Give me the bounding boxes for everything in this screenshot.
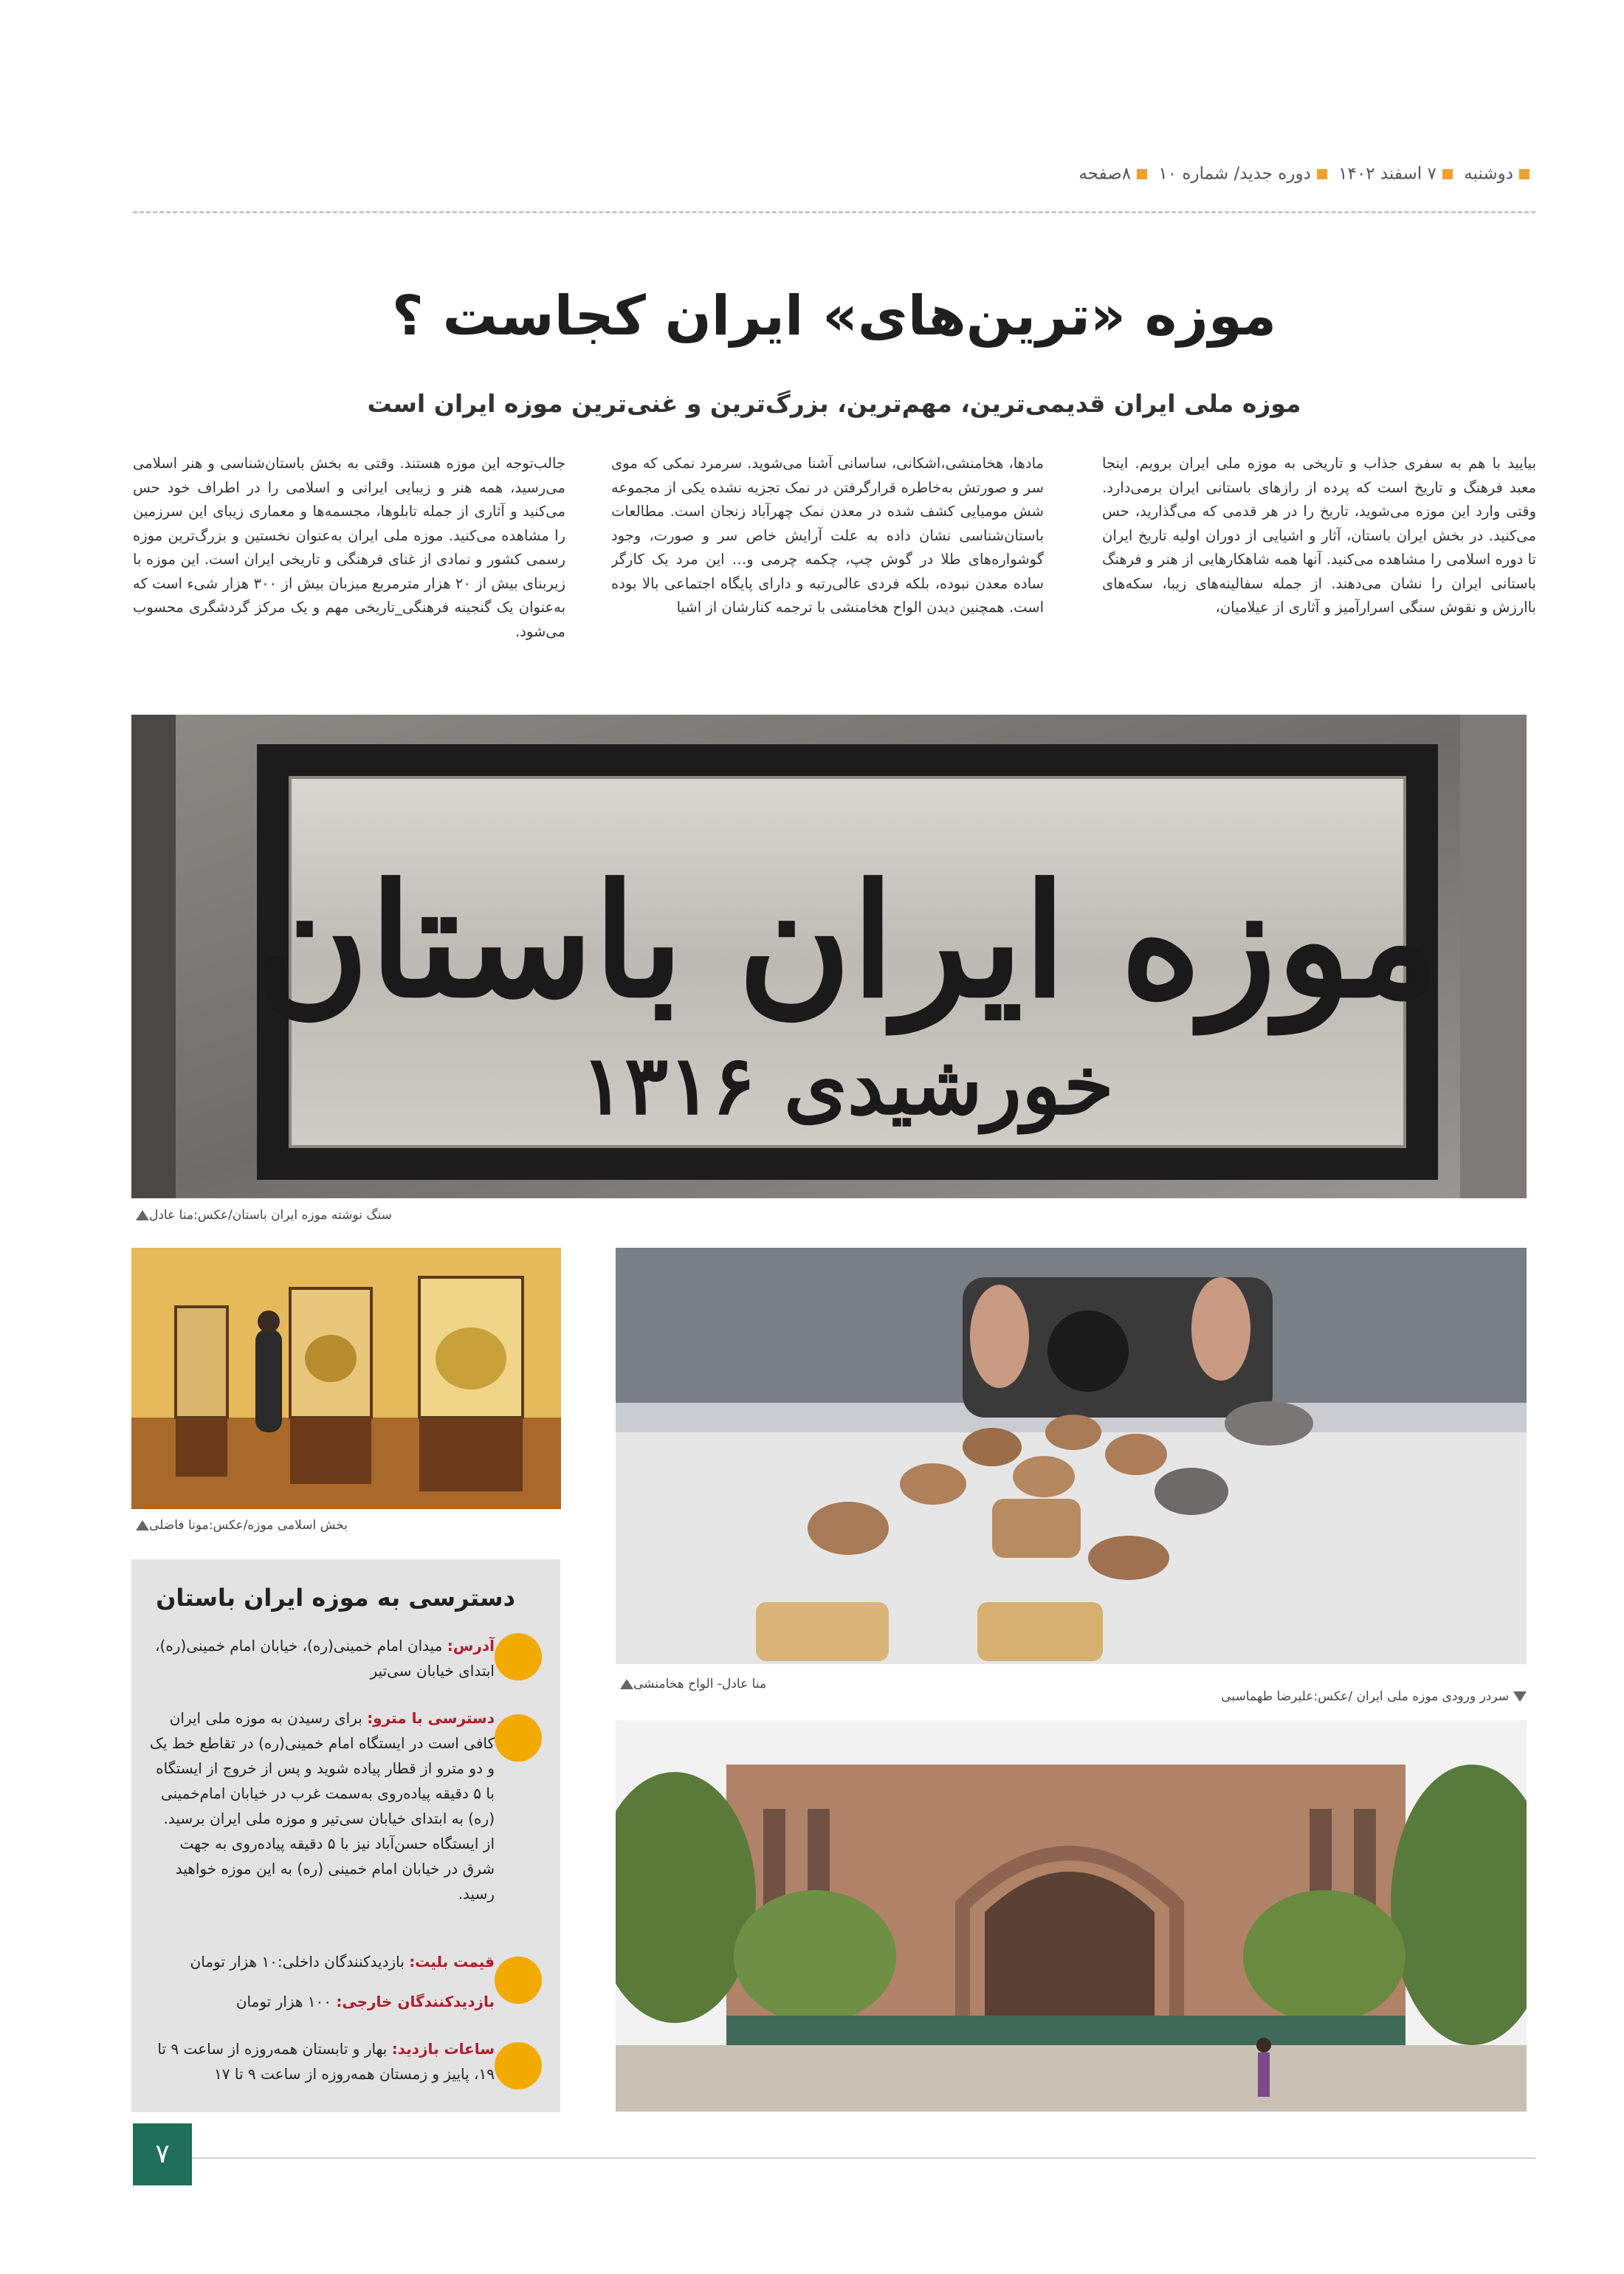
caption-arrow-icon: [136, 1520, 149, 1531]
metro-label: دسترسی با مترو:: [367, 1709, 495, 1727]
entrance-caption: سردر ورودی موزه ملی ایران /عکس:علیرضا طهماسبی: [616, 1689, 1527, 1704]
hours-label: ساعات بازدید:: [391, 2040, 495, 2058]
ticket-item: [148, 1949, 495, 1974]
header-divider: [133, 211, 1535, 213]
caption-arrow-icon: [1513, 1691, 1527, 1702]
plaque-photo: [131, 715, 1527, 1198]
issue-bar: [133, 164, 1535, 193]
issue-date: ۷ اسفند ۱۴۰۲: [1338, 164, 1437, 184]
plaque-caption: سنگ نوشته موزه ایران باستان/عکس:منا عادل: [131, 1208, 1527, 1223]
hours-item: [148, 2036, 495, 2086]
location-pin-icon: [495, 1633, 542, 1680]
tablets-photo: [616, 1248, 1527, 1664]
headline: موزه «ترین‌های» ایران کجاست ؟: [391, 284, 1277, 348]
body-column-middle: مادها، هخامنشی،اشکانی، ساسانی آشنا می‌شوید. سرمرد نمکی که موی سر و صورتش به‌خاطره قرارگرفتن در نمک تجزیه نشده یکی از مجموعه شش مومیایی کشف شده در معدن نمک چهرآباد زنجان است. مطالعات باستان‌شناسی نشان داده به علت آرایش خاص سر و صورت، وجود گوشواره‌های طلا در گوش چپ، چکمه چرمی و… این مرد یک کارگر ساده معدن نبوده، بلکه فردی عالی‌رتبه و دارای پایگاه اجتماعی بالا بوده است. همچنین دیدن الواح هخامنشی با ترجمه کنارشان از اشیا: [611, 455, 1044, 616]
access-box-title: دسترسی به موزه ایران باستان: [156, 1584, 515, 1612]
hours-text: بهار و تابستان همه‌روزه از ساعت ۹ تا ۱۹، پاییز و زمستان همه‌روزه از ساعت ۹ تا ۱۷: [157, 2040, 495, 2083]
issue-edition: دوره جدید/ شماره ۱۰: [1158, 164, 1311, 184]
bullet-square-icon: [1519, 169, 1530, 179]
metro-text: برای رسیدن به موزه ملی ایران کافی است در ایستگاه امام خمینی(ره) در تقاطع خط یک و دو مترو از قطار پیاده شوید و پس از خروج از ایستگاه با ۵ دقیقه پیاده‌روی به‌سمت غرب در خیابان امام‌خمینی (ره) به ابتدای خیابان سی‌تیر و موزه ملی ایران برسید. از ایستگاه حسن‌آباد نیز با ۵ دقیقه پیاده‌روی به جهت شرق در خیابان امام خمینی (ره) به این موزه خواهید رسید.: [149, 1709, 495, 1903]
bullet-square-icon: [1137, 169, 1147, 179]
foreign-text: ۱۰۰ هزار تومان: [235, 1993, 331, 2010]
body-column-left: جالب‌توجه این موزه هستند. وقتی به بخش باستان‌شناسی و هنر اسلامی می‌رسید، همه هنر و زیبایی ایرانی و اسلامی را در اطراف خود حس می‌کنید و آثاری از جمله تابلوها، مجسمه‌ها و معماری زیبای این سرزمین را مشاهده می‌کنید. موزه ملی ایران به‌عنوان نخستین و بزرگ‌ترین موزه رسمی کشور و نمادی از غنای فرهنگی و تاریخی ایران است. این موزه با زیربنای بیش از ۲۰ هزار مترمربع میزبان بیش از ۳۰۰ هزار شیء است که به‌عنوان یک گنجینه فرهنگی_تاریخی مهم و یک مرکز گردشگری محسوب می‌شود.: [133, 455, 565, 640]
caption-arrow-icon: [620, 1679, 633, 1689]
entrance-photo: [616, 1720, 1527, 2112]
ticket-text: بازدیدکنندگان داخلی:۱۰ هزار تومان: [190, 1953, 405, 1971]
tablets-caption: منا عادل- الواح هخامنشی: [616, 1677, 1527, 1691]
foreign-label: بازدیدکنندگان خارجی:: [336, 1993, 495, 2010]
plaque-inscription: موزه ایران باستان: [255, 850, 1439, 1032]
open-hours-icon: [495, 2042, 542, 2089]
islamic-section-photo: [131, 1248, 561, 1509]
body-column-right: بیایید با هم به سفری جذاب و تاریخی به موزه ملی ایران برویم. اینجا معبد فرهنگ و تاریخ است که پرده از رازهای باستانی ایران برمی‌دارد. وقتی وارد این موزه می‌شوید، تاریخ را در هر قدمی که می‌گذارید، حس می‌کنید. در بخش ایران باستان، آثار و اشیایی از دوران اولیه تاریخ ایران تا دوره اسلامی را مشاهده می‌کنید. آنها همه شاهکارهایی از هنر و فرهنگ باستانی ایران را نشان می‌دهند. از جمله سفالینه‌های زیبا، سکه‌های باارزش و نقوش سنگی اسرارآمیز و آثاری از عیلامیان،: [1102, 455, 1536, 616]
bullet-square-icon: [1442, 169, 1453, 179]
bullet-square-icon: [1317, 169, 1327, 179]
address-text: میدان امام خمینی(ره)، خیابان امام خمینی(ره)، ابتدای خیابان سی‌تیر: [155, 1637, 495, 1680]
ticket-label: قیمت بلیت:: [409, 1953, 495, 1971]
footer-divider: [133, 2157, 1535, 2159]
ticket-icon: [495, 1957, 542, 2004]
metro-item: [148, 1706, 495, 1906]
metro-train-icon: [495, 1714, 542, 1762]
address-item: [148, 1633, 495, 1683]
subheadline: موزه ملی ایران قدیمی‌ترین، مهم‌ترین، بزرگ‌ترین و غنی‌ترین موزه ایران است: [367, 389, 1301, 418]
page-number: ۷: [133, 2123, 192, 2185]
address-label: آدرس:: [447, 1637, 495, 1655]
foreign-ticket-item: [148, 1989, 495, 2014]
issue-day: دوشنبه: [1464, 164, 1513, 184]
plaque-subline: خورشیدی ۱۳۱۶: [581, 1037, 1114, 1133]
islamic-caption: بخش اسلامی موزه/عکس:مونا فاضلی: [131, 1518, 561, 1533]
caption-arrow-icon: [136, 1210, 149, 1220]
issue-pages: ۸صفحه: [1078, 164, 1132, 184]
